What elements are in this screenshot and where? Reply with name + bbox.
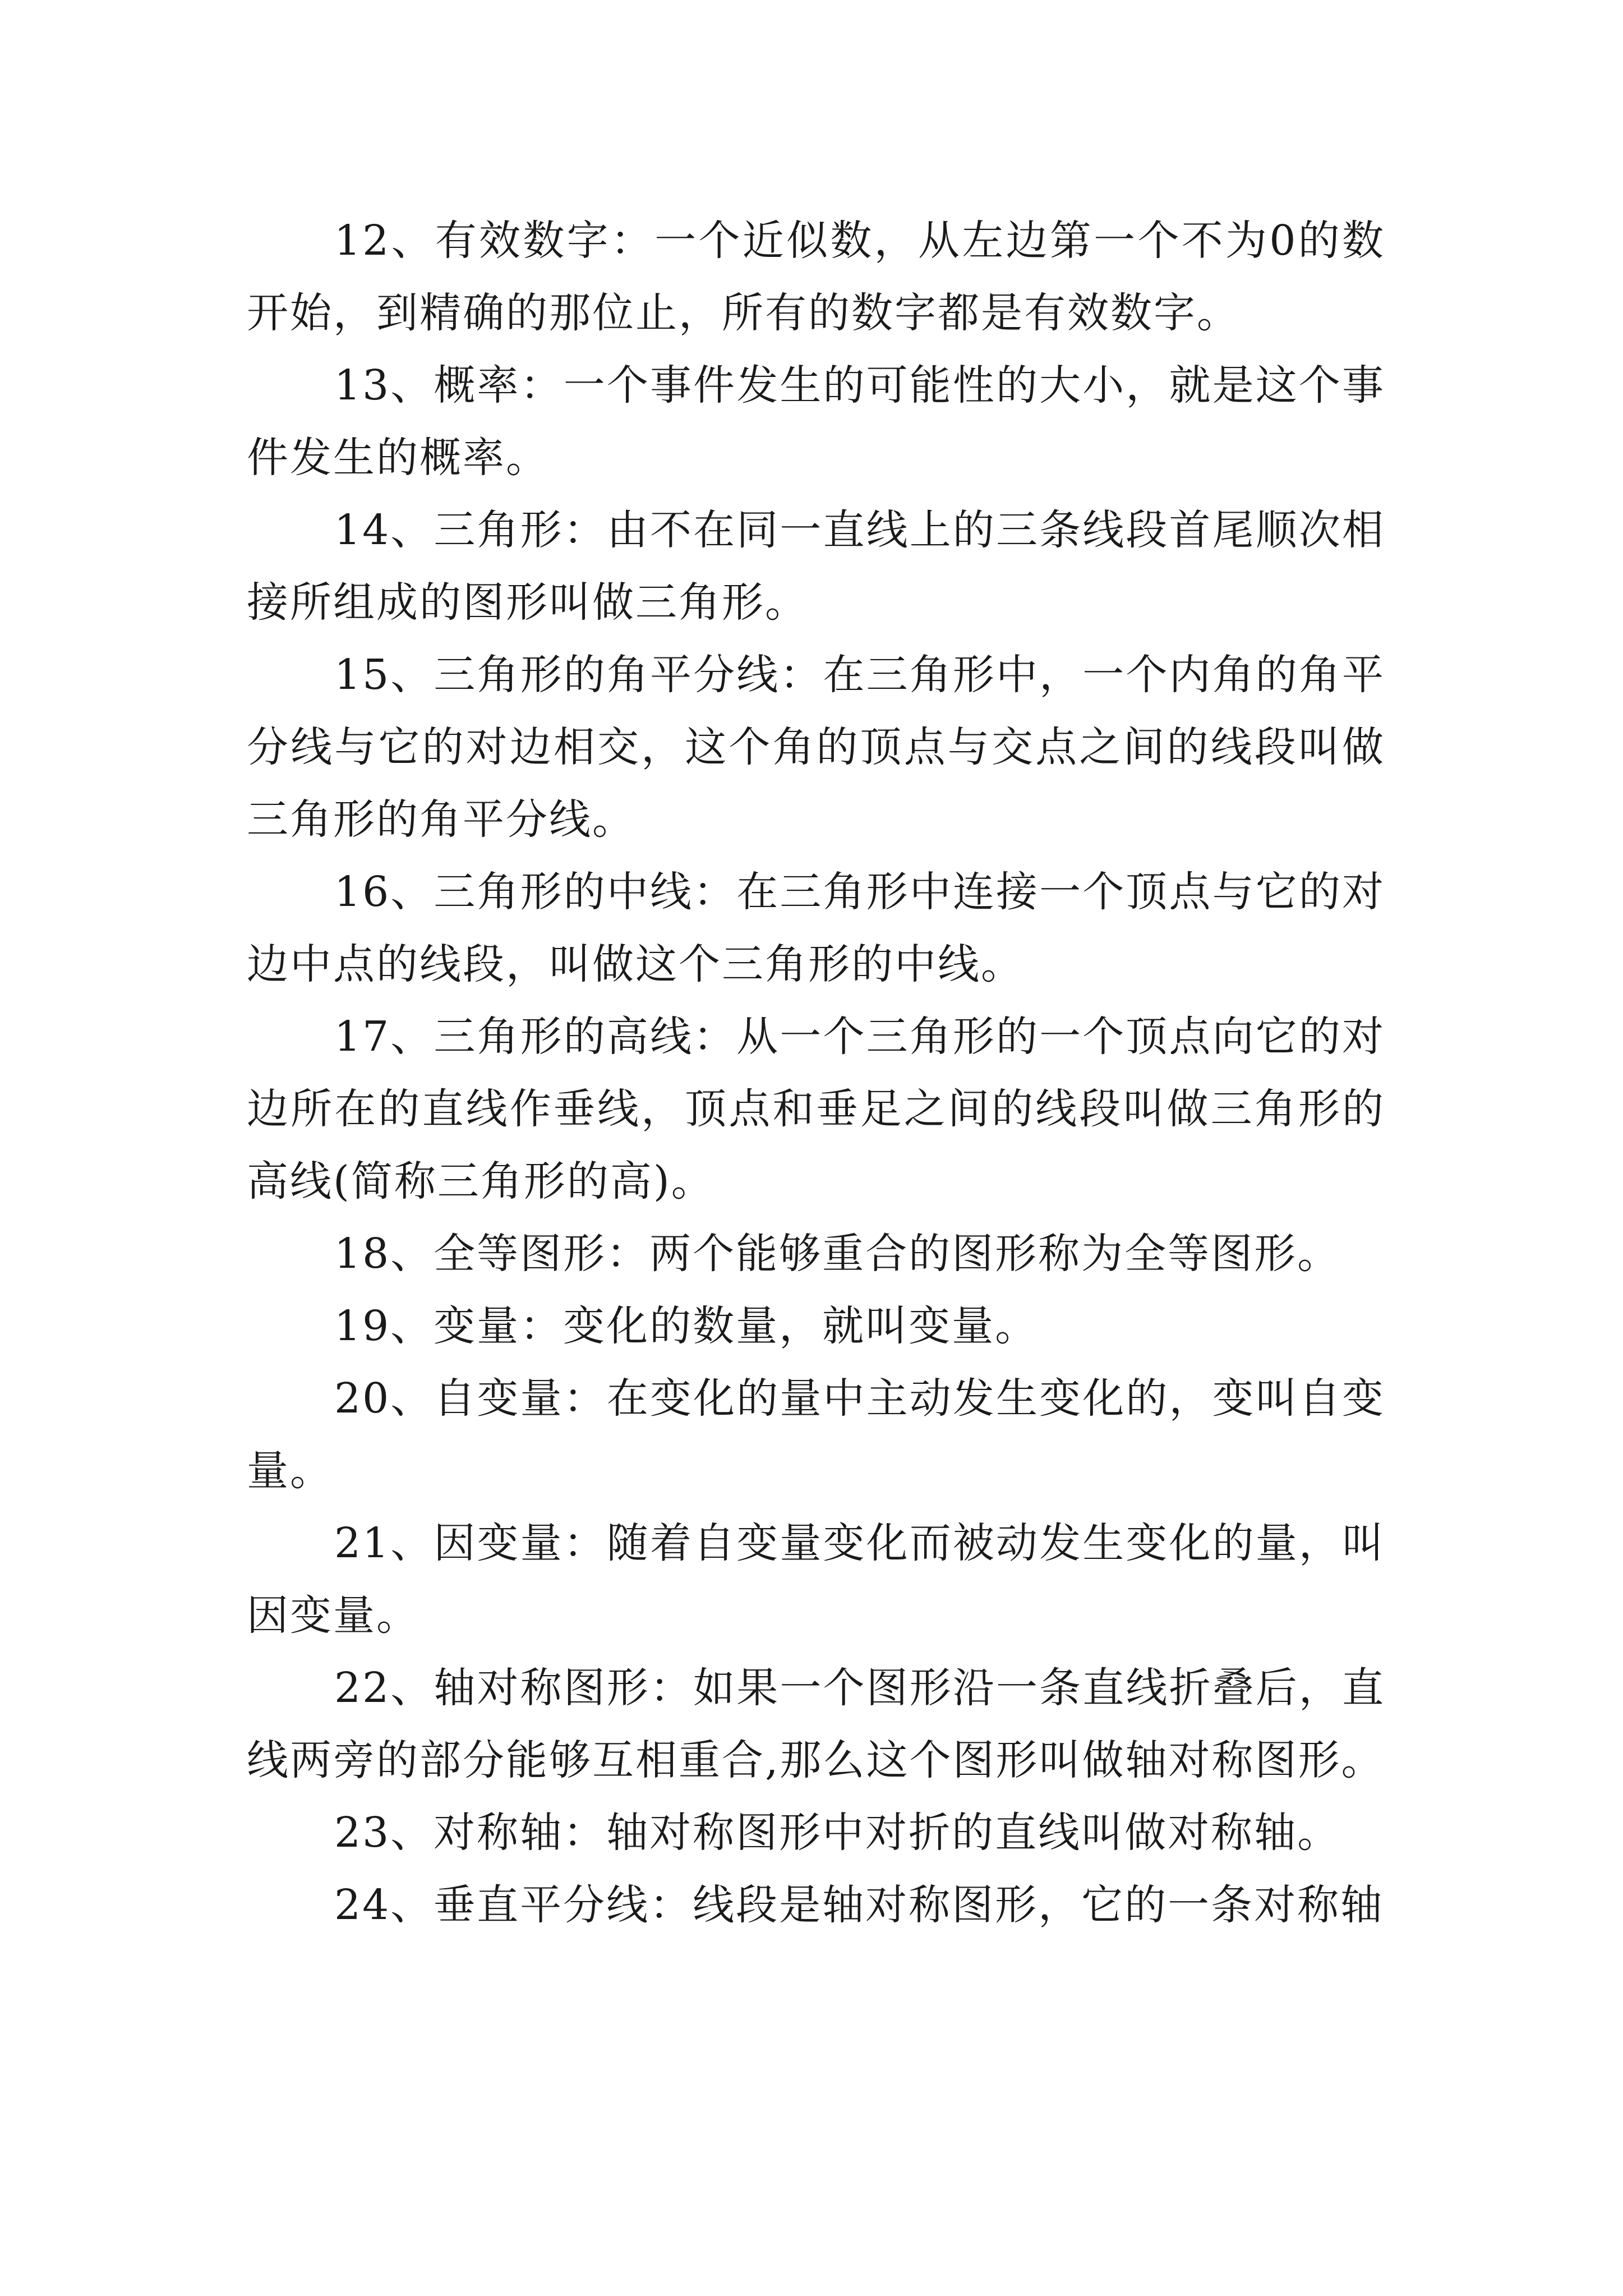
paragraph-22-axisymmetric-figure: 22、轴对称图形：如果一个图形沿一条直线折叠后，直线两旁的部分能够互相重合,那么这个图形叫做轴对称图形。: [247, 1664, 1385, 1784]
paragraph-24-perpendicular-bisector: 24、垂直平分线：线段是轴对称图形，它的一条对称轴: [334, 1881, 1384, 1929]
paragraph-20-independent-variable: 20、自变量：在变化的量中主动发生变化的，变叫自变量。: [247, 1374, 1385, 1495]
paragraph-15-angle-bisector: 15、三角形的角平分线：在三角形中，一个内角的角平分线与它的对边相交，这个角的顶点与交点之间的线段叫做三角形的角平分线。: [247, 651, 1385, 844]
paragraph-19-variable: 19、变量：变化的数量，就叫变量。: [334, 1302, 1039, 1350]
paragraph-18-congruent-figures: 18、全等图形：两个能够重合的图形称为全等图形。: [334, 1230, 1341, 1278]
paragraph-21-dependent-variable: 21、因变量：随着自变量变化而被动发生变化的量，叫因变量。: [247, 1519, 1385, 1640]
paragraph-12-significant-figures: 12、有效数字：一个近似数，从左边第一个不为0的数开始，到精确的那位止，所有的数字都是有效数字。: [247, 217, 1385, 337]
document-body: [247, 205, 1385, 1941]
paragraph-23-axis-of-symmetry: 23、对称轴：轴对称图形中对折的直线叫做对称轴。: [334, 1809, 1341, 1857]
paragraph-13-probability: 13、概率：一个事件发生的可能性的大小，就是这个事件发生的概率。: [247, 361, 1385, 482]
paragraph-17-altitude: 17、三角形的高线：从一个三角形的一个顶点向它的对边所在的直线作垂线，顶点和垂足之间的线段叫做三角形的高线(简称三角形的高)。: [247, 1013, 1385, 1205]
paragraph-16-median: 16、三角形的中线：在三角形中连接一个顶点与它的对边中点的线段，叫做这个三角形的中线。: [247, 868, 1385, 988]
paragraph-14-triangle: 14、三角形：由不在同一直线上的三条线段首尾顺次相接所组成的图形叫做三角形。: [247, 506, 1385, 627]
